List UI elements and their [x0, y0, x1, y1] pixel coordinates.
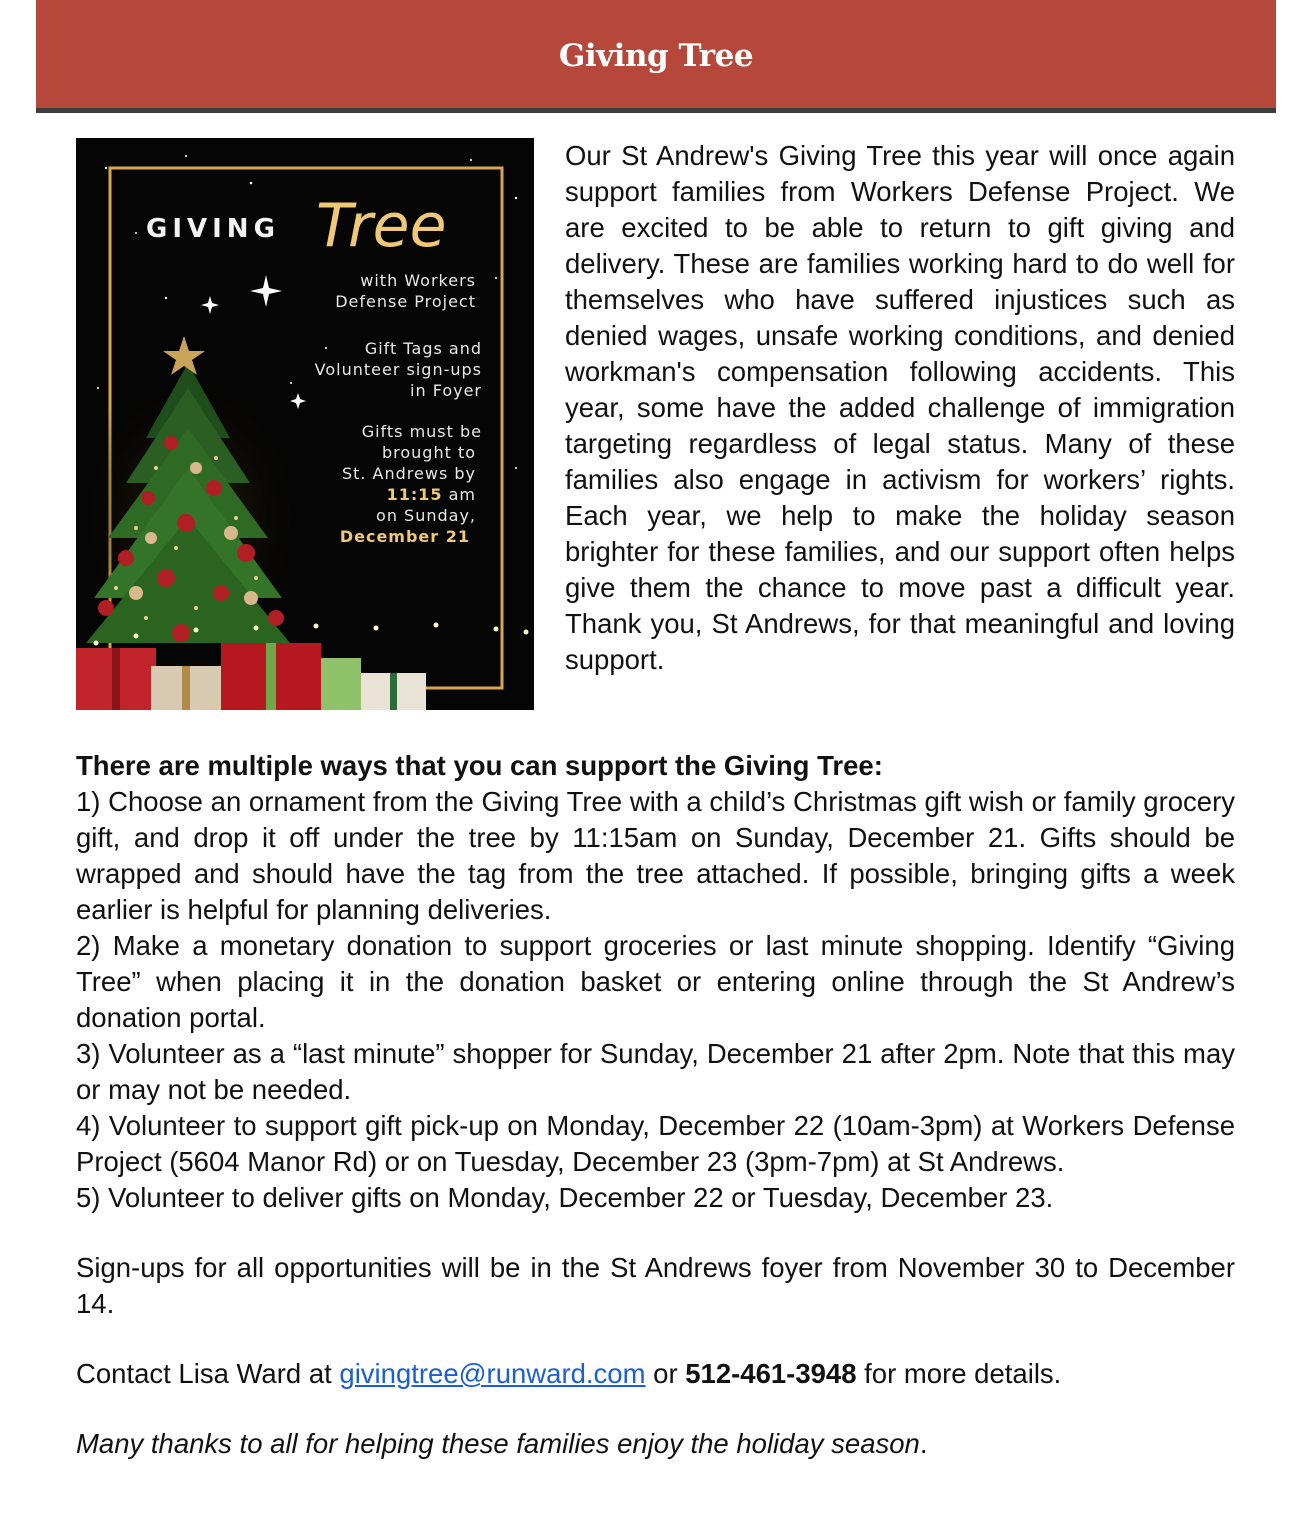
way-item-4: 4) Volunteer to support gift pick-up on Monday, December 22 (10am-3pm) at Workers Defense Project (5604 Manor Rd) or on Tuesday, December 23 (3pm-7pm) at St Andrews. [76, 1110, 1235, 1177]
way-item-5: 5) Volunteer to deliver gifts on Monday, December 22 or Tuesday, December 23. [76, 1182, 1054, 1213]
poster-title-giving: GIVING [146, 214, 280, 244]
ways-heading: There are multiple ways that you can support the Giving Tree: [76, 750, 883, 781]
poster-subtitle-line1: with Workers [360, 271, 476, 290]
poster-gifts-date: December 21 [339, 527, 470, 546]
poster-tags-line2: Volunteer sign-ups [314, 360, 482, 379]
way-item-2: 2) Make a monetary donation to support groceries or last minute shopping. Identify “Giving Tree” when placing it in the donation basket or entering online through the St Andrew’s donation portal. [76, 930, 1235, 1033]
poster-tags-line1: Gift Tags and [364, 339, 482, 358]
contact-phone: 512-461-3948 [685, 1358, 857, 1389]
poster-subtitle-line2: Defense Project [335, 292, 476, 311]
way-item-1: 1) Choose an ornament from the Giving Tree with a child’s Christmas gift wish or family grocery gift, and drop it off under the tree by 11:15am on Sunday, December 21. Gifts should be wrapped and should have the tag from the tree attached. If possible, bringing gifts a week earlier is helpful for planning deliveries. [76, 786, 1235, 925]
giving-tree-poster [76, 138, 534, 710]
way-item-3: 3) Volunteer as a “last minute” shopper for Sunday, December 21 after 2pm. Note that this may or may not be needed. [76, 1038, 1235, 1105]
thanks-end: . [919, 1428, 928, 1459]
poster-graphic [76, 138, 534, 710]
page-title: Giving Tree [558, 38, 754, 74]
contact-middle: or [645, 1358, 686, 1389]
poster-gifts-line3: St. Andrews by [341, 464, 476, 483]
poster-gifts-time-suffix: am [442, 485, 476, 504]
contact-prefix: Contact Lisa Ward at [76, 1358, 340, 1389]
poster-gifts-time-line [387, 485, 476, 504]
intro-paragraph: Our St Andrew's Giving Tree this year will once again support families from Workers Defense Project. We are excited to be able to return to gift giving and delivery. These are families working hard to do well for themselves who have suffered injustices such as denied wages, unsafe working conditions, and denied workman's compensation following accidents. This year, some have the added challenge of immigration targeting regardless of legal status. Many of these families also engage in activism for workers’ rights. Each year, we help to make the holiday season brighter for these families, and our support often helps give them the chance to move past a difficult year. Thank you, St Andrews, for that meaningful and loving support. [565, 140, 1235, 675]
thanks-text: Many thanks to all for helping these families enjoy the holiday season [76, 1428, 920, 1459]
header-banner [36, 0, 1276, 113]
contact-suffix: for more details. [856, 1358, 1062, 1389]
poster-gifts-time: 11:15 [386, 485, 443, 504]
poster-title-tree: Tree [316, 191, 447, 261]
poster-tags-line3: in Foyer [410, 381, 482, 400]
contact-paragraph [76, 1356, 1235, 1392]
thanks-paragraph [76, 1426, 1235, 1462]
main-content [76, 748, 1235, 1462]
contact-email-link[interactable]: givingtree@runward.com [339, 1358, 646, 1389]
poster-gifts-line5: on Sunday, [376, 506, 476, 525]
poster-gifts-line1: Gifts must be [361, 422, 482, 441]
signups-paragraph: Sign-ups for all opportunities will be in the St Andrews foyer from November 30 to December 14. [76, 1252, 1235, 1319]
poster-gifts-line2: brought to [381, 443, 476, 462]
